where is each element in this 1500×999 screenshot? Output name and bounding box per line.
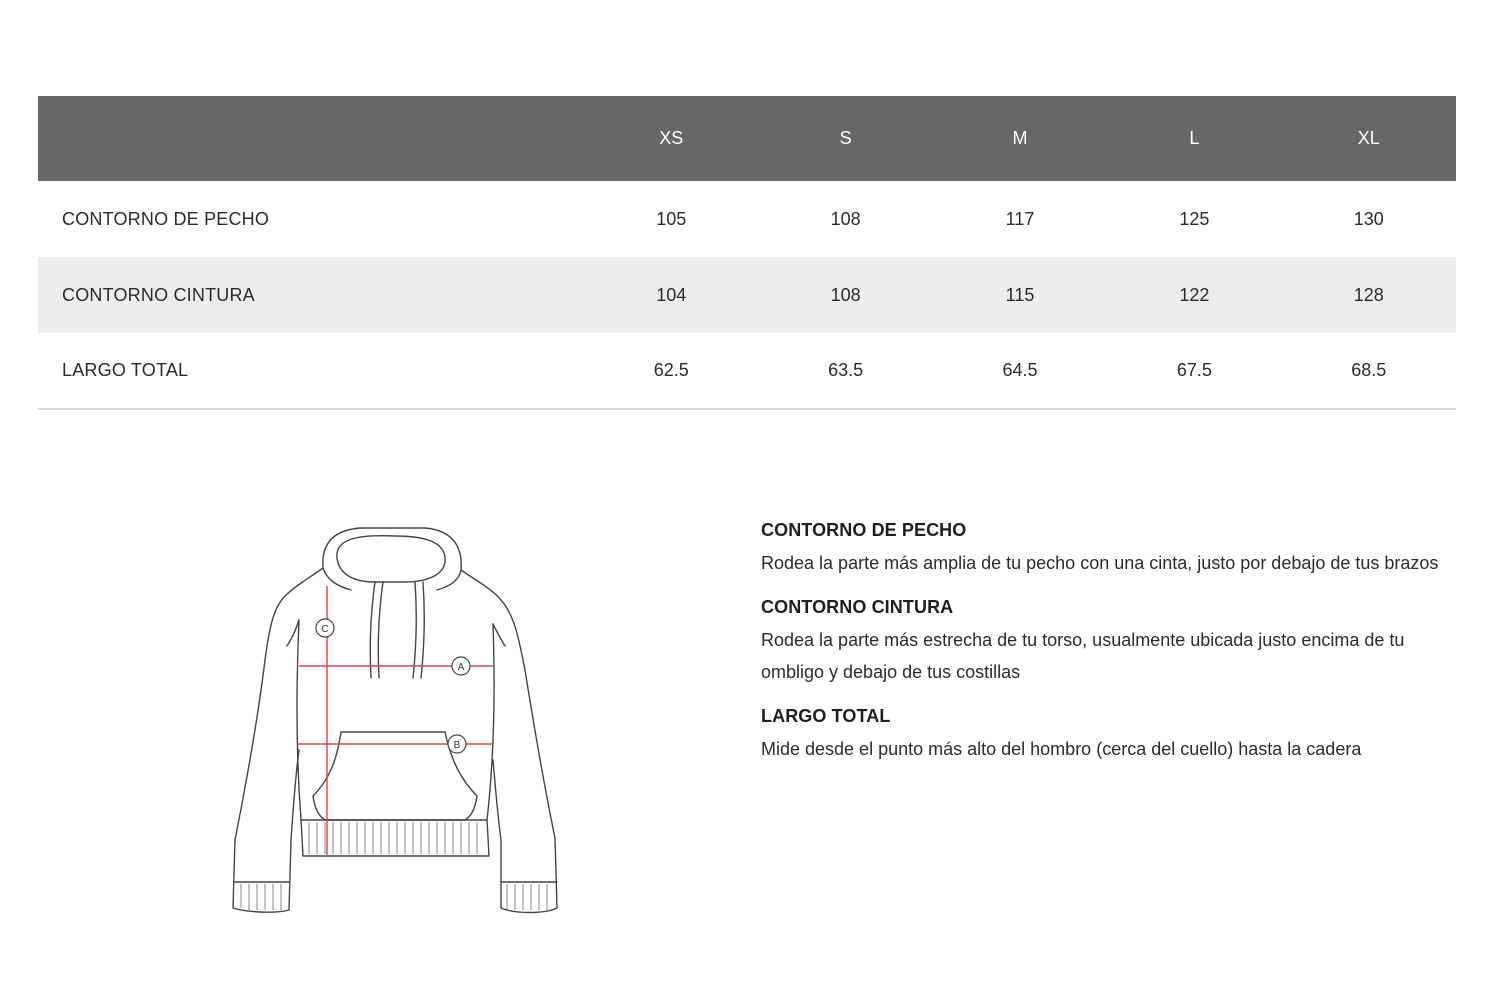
table-row-length (38, 333, 1456, 409)
table-row-waist (38, 257, 1456, 333)
size-header-s: S (839, 128, 852, 148)
marker-b-icon (448, 735, 466, 753)
header-label-cell (38, 96, 584, 181)
size-header-xs: XS (659, 128, 684, 148)
svg-text:C: C (321, 624, 329, 635)
size-chart-table (38, 96, 1456, 410)
marker-c-icon (316, 619, 334, 637)
table-cell: 68.5 (1351, 360, 1387, 380)
row-label: LARGO TOTAL (62, 360, 189, 380)
table-cell: 104 (656, 284, 687, 305)
table-cell: 105 (656, 208, 687, 229)
table-cell: 67.5 (1176, 360, 1212, 380)
instruction-text: Rodea la parte más amplia de tu pecho con una cinta, justo por debajo de tus brazos (761, 553, 1439, 573)
table-cell: 128 (1353, 284, 1384, 305)
hoodie-measurement-diagram (225, 520, 565, 940)
size-header-row (38, 96, 1456, 181)
row-label: CONTORNO DE PECHO (62, 208, 270, 229)
size-header-m: M (1012, 128, 1028, 148)
instruction-title: LARGO TOTAL (761, 706, 891, 726)
marker-a-icon (452, 657, 470, 675)
table-cell: 130 (1353, 208, 1384, 229)
table-cell: 125 (1179, 208, 1210, 229)
table-row-chest (38, 181, 1456, 257)
svg-text:B: B (453, 740, 461, 751)
table-cell: 117 (1005, 208, 1035, 229)
instruction-waist (761, 597, 1451, 688)
instruction-length (761, 706, 1451, 765)
measurement-instructions (761, 520, 1451, 783)
table-cell: 108 (830, 284, 861, 305)
size-header-xl: XL (1357, 128, 1380, 148)
table-cell: 62.5 (653, 360, 689, 380)
instruction-title: CONTORNO DE PECHO (761, 520, 967, 540)
instruction-text: Rodea la parte más estrecha de tu torso, usualmente ubicada justo encima de tu ombligo y debajo de tus costillas (761, 630, 1405, 682)
table-cell: 122 (1179, 284, 1210, 305)
instruction-text: Mide desde el punto más alto del hombro (cerca del cuello) hasta la cadera (761, 739, 1362, 759)
row-label: CONTORNO CINTURA (62, 284, 255, 305)
table-cell: 63.5 (828, 360, 864, 380)
table-cell: 115 (1005, 284, 1035, 305)
svg-text:A: A (457, 662, 465, 673)
instruction-title: CONTORNO CINTURA (761, 597, 954, 617)
instruction-chest (761, 520, 1451, 579)
table-cell: 64.5 (1002, 360, 1038, 380)
table-cell: 108 (830, 208, 861, 229)
size-header-l: L (1189, 128, 1200, 148)
hoodie-illustration (225, 520, 565, 940)
